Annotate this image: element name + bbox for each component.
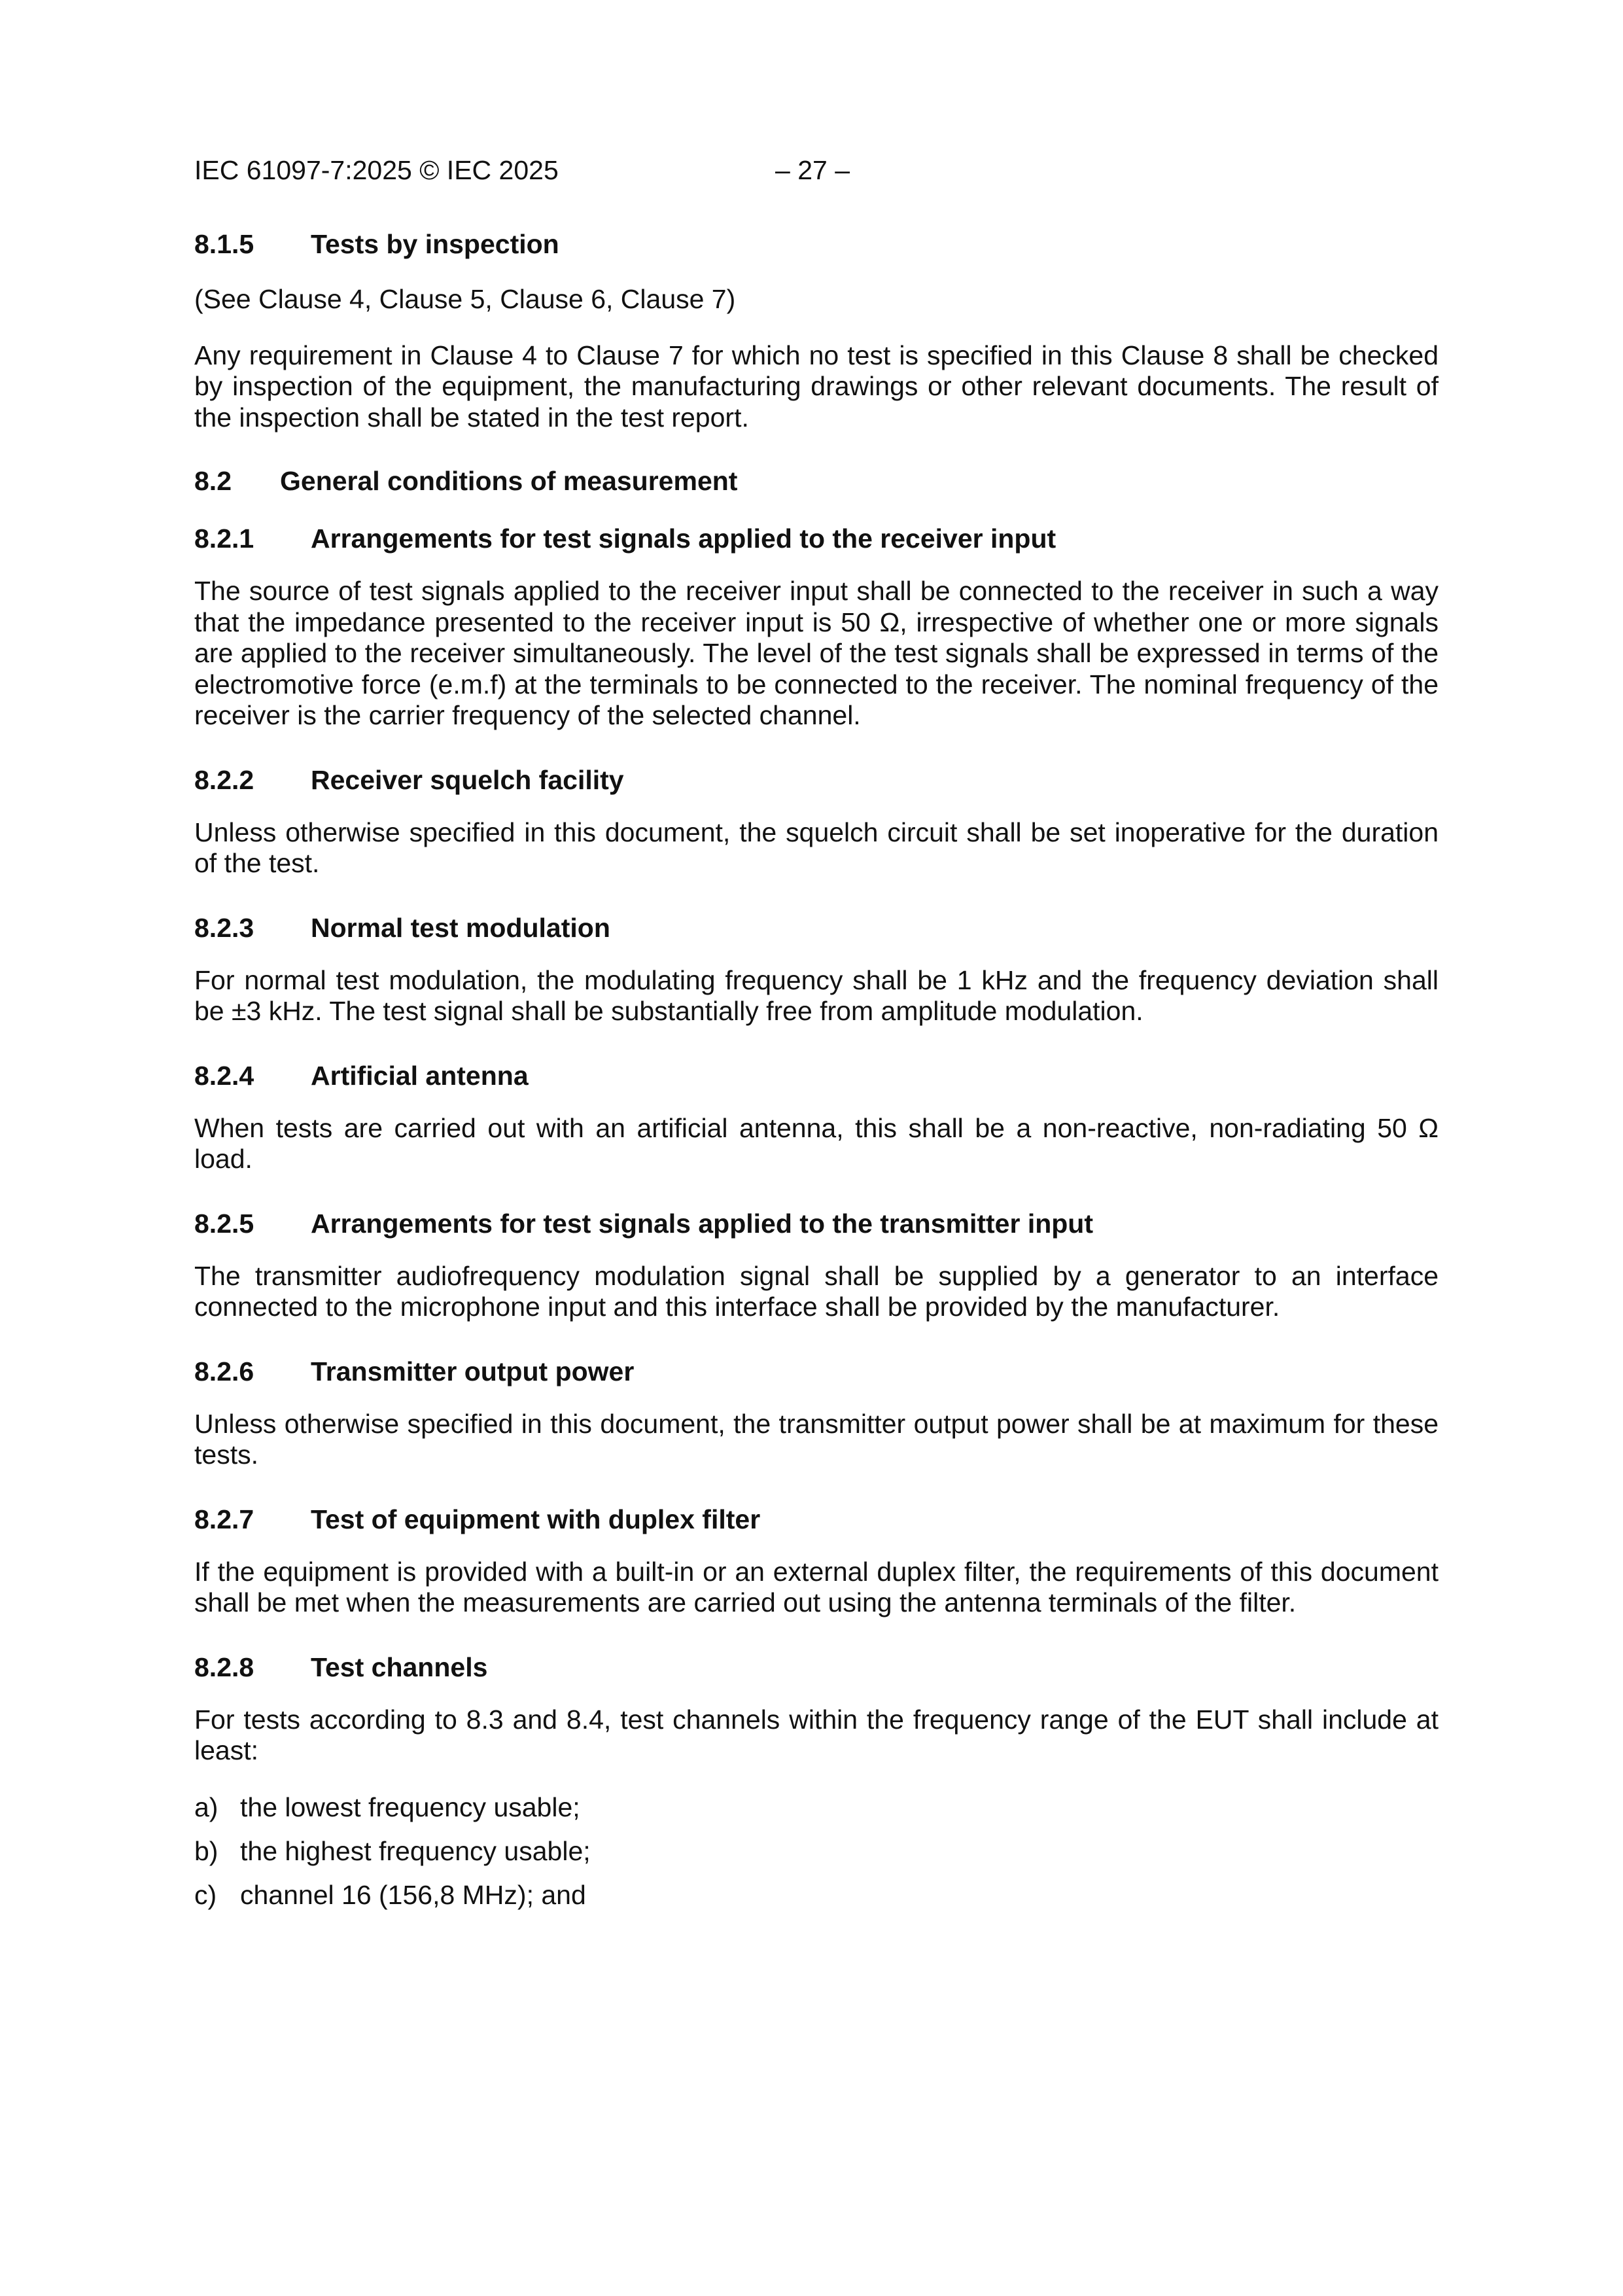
heading-number: 8.2.7 — [194, 1504, 254, 1534]
heading-title: General conditions of measurement — [280, 466, 738, 496]
page-header — [194, 150, 1439, 190]
heading-8-2-1 — [194, 519, 1439, 558]
heading-8-2-5 — [194, 1204, 1439, 1243]
list-item — [194, 1788, 1439, 1827]
list-item-text: the lowest frequency usable; — [240, 1792, 580, 1822]
heading-title: Test channels — [311, 1651, 488, 1682]
list-item — [194, 1831, 1439, 1871]
document-page — [194, 150, 1439, 1919]
heading-8-2-7 — [194, 1500, 1439, 1539]
heading-number: 8.2.3 — [194, 912, 254, 943]
heading-8-2-4 — [194, 1056, 1439, 1095]
heading-8-2-6 — [194, 1352, 1439, 1391]
heading-8-2-2 — [194, 760, 1439, 800]
heading-8-1-5 — [194, 224, 1439, 264]
heading-8-2-8 — [194, 1648, 1439, 1687]
list-marker: b) — [194, 1835, 218, 1866]
paragraph-8-2-5: The transmitter audiofrequency modulation signal shall be supplied by a generator to an interface connected to the microphone input and this interface shall be provided by the manufacturer. — [194, 1260, 1439, 1322]
heading-title: Arrangements for test signals applied to the receiver input — [311, 523, 1056, 554]
heading-title: Arrangements for test signals applied to the transmitter input — [311, 1208, 1094, 1239]
header-page-number: – 27 – — [775, 155, 850, 185]
paragraph-8-2-7: If the equipment is provided with a built-in or an external duplex filter, the requirements of this document shall be met when the measurements are carried out using the antenna terminals of the filter. — [194, 1556, 1439, 1617]
list-marker: a) — [194, 1792, 218, 1822]
paragraph-8-2-1: The source of test signals applied to the receiver input shall be connected to the receiver in such a way that the impedance presented to the receiver input is 50 Ω, irrespective of whether one or more signals are applied to the receiver simultaneously. The level of the test signals shall be expressed in terms of the electromotive force (e.m.f) at the terminals to be connected to the receiver. The nominal frequency of the receiver is the carrier frequency of the selected channel. — [194, 576, 1439, 730]
paragraph-8-2-8: For tests according to 8.3 and 8.4, test channels within the frequency range of the EUT shall include at least: — [194, 1704, 1439, 1765]
header-standard-id: IEC 61097-7:2025 © IEC 2025 — [194, 155, 559, 185]
heading-title: Normal test modulation — [311, 912, 610, 943]
list-item — [194, 1875, 1439, 1915]
heading-8-2-3 — [194, 908, 1439, 947]
heading-number: 8.2.8 — [194, 1651, 254, 1682]
heading-number: 8.2.2 — [194, 764, 254, 795]
heading-number: 8.2.4 — [194, 1060, 254, 1091]
heading-title: Test of equipment with duplex filter — [311, 1504, 761, 1534]
list-marker: c) — [194, 1879, 217, 1910]
heading-number: 8.2 — [194, 466, 232, 496]
heading-8-2 — [194, 461, 1439, 501]
paragraph-8-2-4: When tests are carried out with an artificial antenna, this shall be a non-reactive, non-radiating 50 Ω load. — [194, 1112, 1439, 1174]
heading-title: Receiver squelch facility — [311, 764, 624, 795]
list-item-text: channel 16 (156,8 MHz); and — [240, 1879, 586, 1910]
heading-number: 8.2.6 — [194, 1356, 254, 1386]
clause-reference: (See Clause 4, Clause 5, Clause 6, Clause 7) — [194, 284, 736, 314]
heading-title: Transmitter output power — [311, 1356, 635, 1386]
paragraph-8-1-5: Any requirement in Clause 4 to Clause 7 for which no test is specified in this Clause 8 shall be checked by inspection of the equipment, the manufacturing drawings or other relevant documents. The result of the inspection shall be stated in the test report. — [194, 340, 1439, 433]
heading-number: 8.2.1 — [194, 523, 254, 554]
paragraph-8-2-2: Unless otherwise specified in this document, the squelch circuit shall be set inoperative for the duration of the test. — [194, 817, 1439, 878]
heading-number: 8.2.5 — [194, 1208, 254, 1239]
heading-title: Tests by inspection — [311, 229, 559, 259]
heading-number: 8.1.5 — [194, 229, 254, 259]
list-item-text: the highest frequency usable; — [240, 1835, 591, 1866]
heading-title: Artificial antenna — [311, 1060, 529, 1091]
paragraph-8-2-6: Unless otherwise specified in this document, the transmitter output power shall be at maximum for these tests. — [194, 1408, 1439, 1470]
paragraph-8-2-3: For normal test modulation, the modulating frequency shall be 1 kHz and the frequency deviation shall be ±3 kHz. The test signal shall be substantially free from amplitude modulation. — [194, 964, 1439, 1026]
test-channel-list — [194, 1788, 1439, 1915]
